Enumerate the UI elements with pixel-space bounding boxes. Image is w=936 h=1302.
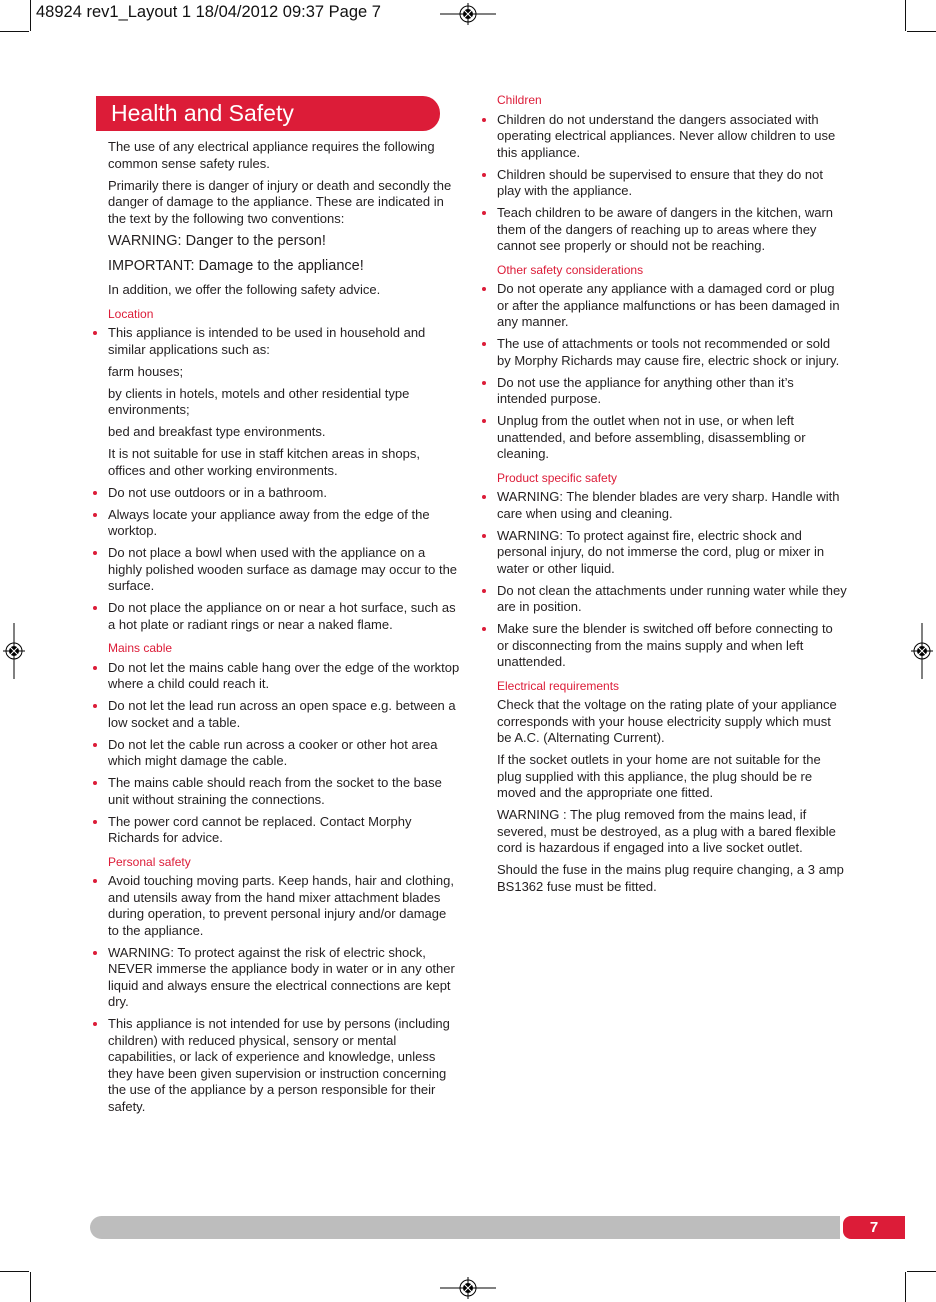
bullet-item: WARNING: To protect against fire, electric shock and personal injury, do not immerse the cord, plug or mixer in water or other liquid.: [497, 528, 847, 578]
paragraph: In addition, we offer the following safety advice.: [108, 282, 381, 297]
crop-mark: [0, 1271, 29, 1272]
bullet-item: Avoid touching moving parts. Keep hands, hair and clothing, and utensils away from the hand mixer attachment blades during operation, to prevent personal injury and/or damage to the appliance.: [108, 873, 460, 939]
registration-mark-icon: [440, 1277, 496, 1299]
crop-mark: [0, 31, 29, 32]
crop-mark: [907, 1271, 936, 1272]
crop-mark: [905, 1272, 906, 1302]
bullet-item: This appliance is not intended for use by persons (including children) with reduced physical, sensory or mental capabilities, or lack of experience and knowledge, unless they have been given supervision or instruction concerning the use of the appliance by a person responsible for their safety.: [108, 1016, 460, 1115]
bullet-item: Do not use outdoors or in a bathroom.: [108, 485, 460, 502]
section-heading: Electrical requirements: [497, 678, 620, 693]
convention-line: IMPORTANT: Damage to the appliance!: [108, 257, 364, 274]
paragraph: The use of any electrical appliance requires the following common sense safety rules.: [108, 139, 435, 171]
page-title: Health and Safety: [111, 100, 294, 126]
bullet-item: Do not use the appliance for anything other than it’s intended purpose.: [497, 375, 847, 408]
paragraph: Primarily there is danger of injury or death and secondly the danger of damage to the appliance. These are indicated in the text by the following two conventions:: [108, 177, 452, 226]
crop-mark: [907, 31, 936, 32]
paragraph: bed and breakfast type environments.: [108, 424, 326, 439]
bullet-item: Do not operate any appliance with a damaged cord or plug or after the appliance malfunctions or has been damaged in any manner.: [497, 281, 847, 331]
registration-mark-icon: [911, 623, 933, 679]
paragraph: WARNING : The plug removed from the mains lead, if severed, must be destroyed, as a plug with a bared flexible cord is hazardous if engaged into a live socket outlet.: [497, 807, 836, 855]
section-heading: Mains cable: [108, 641, 173, 655]
bullet-item: The power cord cannot be replaced. Contact Morphy Richards for advice.: [108, 814, 460, 847]
registration-mark-icon: [440, 3, 496, 25]
page-number: 7: [843, 1216, 905, 1239]
print-slug: 48924 rev1_Layout 1 18/04/2012 09:37 Page 7: [36, 3, 381, 21]
left-column: [108, 139, 460, 1121]
section-title-banner: [96, 96, 440, 131]
paragraph: If the socket outlets in your home are not suitable for the plug supplied with this appliance, the plug should be re moved and the appropriate one fitted.: [497, 752, 821, 800]
bullet-item: Do not place a bowl when used with the appliance on a highly polished wooden surface as damage may occur to the surface.: [108, 545, 460, 595]
bullet-item: Do not place the appliance on or near a hot surface, such as a hot plate or radiant rings or near a naked flame.: [108, 600, 460, 633]
section-heading: Product specific safety: [497, 470, 618, 485]
registration-mark-icon: [3, 623, 25, 679]
bullet-item: WARNING: To protect against the risk of electric shock, NEVER immerse the appliance body in water or in any other liquid and always ensure the electrical connections are kept dry.: [108, 945, 460, 1011]
section-heading: Personal safety: [108, 854, 191, 869]
bullet-item: Do not let the cable run across a cooker or other hot area which might damage the cable.: [108, 737, 460, 770]
section-heading: Children: [497, 93, 542, 107]
bullet-item: The mains cable should reach from the socket to the base unit without straining the connections.: [108, 775, 460, 808]
bullet-item: Make sure the blender is switched off before connecting to or disconnecting from the mains supply and when left unattended.: [497, 621, 847, 671]
bullet-item: Do not let the lead run across an open space e.g. between a low socket and a table.: [108, 698, 460, 731]
bullet-item: This appliance is intended to be used in household and similar applications such as:: [108, 325, 460, 358]
footer-bar: [90, 1216, 840, 1239]
crop-mark: [30, 1272, 31, 1302]
right-column: [497, 85, 847, 901]
paragraph: Should the fuse in the mains plug require changing, a 3 amp BS1362 fuse must be fitted.: [497, 862, 844, 894]
crop-mark: [905, 0, 906, 31]
bullet-item: Children should be supervised to ensure that they do not play with the appliance.: [497, 167, 847, 200]
bullet-item: Always locate your appliance away from the edge of the worktop.: [108, 507, 460, 540]
crop-mark: [30, 0, 31, 31]
section-heading: Location: [108, 306, 154, 321]
bullet-item: The use of attachments or tools not recommended or sold by Morphy Richards may cause fire, electric shock or injury.: [497, 336, 847, 369]
bullet-item: Unplug from the outlet when not in use, or when left unattended, and before assembling, disassembling or cleaning.: [497, 413, 847, 463]
paragraph: farm houses;: [108, 363, 184, 379]
convention-line: WARNING: Danger to the person!: [108, 233, 326, 249]
bullet-item: Children do not understand the dangers associated with operating electrical appliances. Never allow children to use this appliance.: [497, 112, 847, 162]
bullet-item: Do not clean the attachments under running water while they are in position.: [497, 582, 847, 614]
section-heading: Other safety considerations: [497, 262, 644, 277]
paragraph: Check that the voltage on the rating plate of your appliance corresponds with your house electricity supply which must be A.C. (Alternating Current).: [497, 697, 837, 745]
paragraph: It is not suitable for use in staff kitchen areas in shops, offices and other working environments.: [108, 446, 420, 478]
bullet-item: WARNING: The blender blades are very sharp. Handle with care when using and cleaning.: [497, 489, 847, 522]
bullet-item: Do not let the mains cable hang over the edge of the worktop where a child could reach it.: [108, 659, 460, 691]
bullet-item: Teach children to be aware of dangers in the kitchen, warn them of the dangers of reaching up to areas where they cannot see properly or should not be reaching.: [497, 205, 847, 255]
paragraph: by clients in hotels, motels and other residential type environments;: [108, 385, 410, 417]
